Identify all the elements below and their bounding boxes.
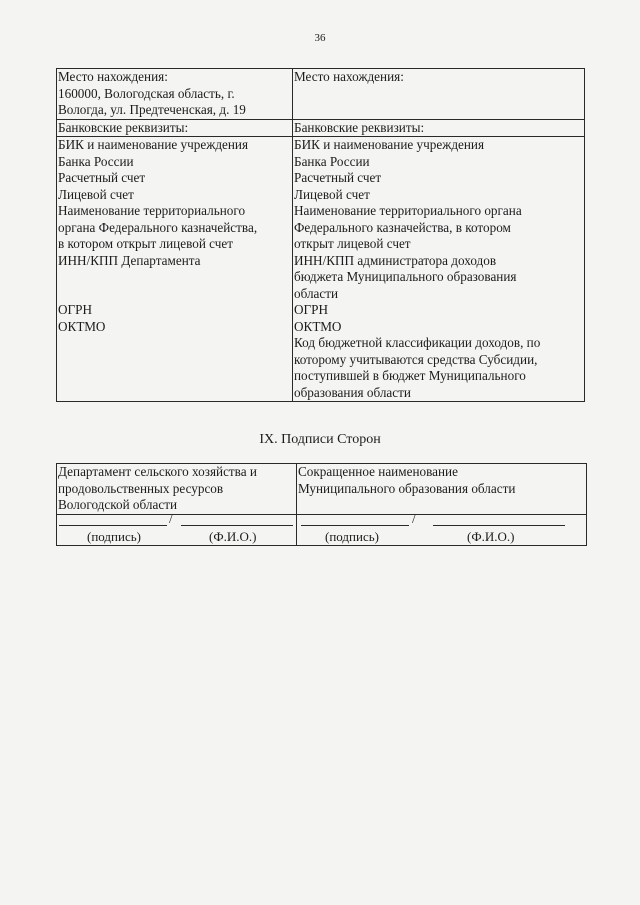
left-bank-label: Банковские реквизиты:: [57, 119, 293, 137]
left-detail-line: органа Федерального казначейства,: [58, 219, 258, 235]
name-line: [433, 525, 565, 526]
left-detail-line: Расчетный счет: [58, 170, 146, 185]
left-oktmo: ОКТМО: [58, 318, 106, 334]
signature-row: [57, 514, 587, 545]
parties-row: [57, 464, 587, 515]
requisites-table: [56, 68, 585, 402]
right-bank-details: [293, 137, 585, 402]
left-location-label: Место нахождения:: [58, 69, 168, 84]
left-location-line: Вологда, ул. Предтеченская, д. 19: [58, 102, 246, 117]
left-detail-line: Лицевой счет: [58, 186, 134, 202]
right-detail-line: области: [294, 285, 339, 301]
signature-line: [301, 525, 409, 526]
slash: /: [169, 510, 173, 526]
left-bank-details: [57, 137, 293, 402]
name-line: [181, 525, 293, 526]
right-location-cell: [293, 69, 585, 120]
right-party-cell: [297, 464, 587, 515]
right-detail-line: Наименование территориального органа: [294, 203, 522, 218]
page-number: 36: [314, 32, 326, 44]
right-oktmo: ОКТМО: [294, 318, 342, 334]
right-detail-line: ИНН/КПП администратора доходов: [294, 252, 497, 268]
right-signature-cell: [297, 510, 587, 545]
bank-details-row: [57, 137, 585, 402]
signature-line: [59, 525, 167, 526]
name-label: (Ф.И.О.): [467, 528, 515, 544]
slash: /: [412, 510, 416, 526]
left-signature-cell: [57, 510, 297, 545]
right-location-label: Место нахождения:: [294, 69, 404, 84]
left-detail-line: ИНН/КПП Департамента: [58, 252, 201, 268]
left-detail-line: Наименование территориального: [58, 203, 246, 218]
right-detail-line: БИК и наименование учреждения: [294, 137, 485, 152]
right-detail-line: Лицевой счет: [294, 186, 370, 202]
bank-label-row: [57, 119, 585, 137]
right-detail-line: которому учитываются средства Субсидии,: [294, 351, 538, 367]
right-detail-line: Федерального казначейства, в котором: [294, 219, 511, 235]
left-party-line: продовольственных ресурсов: [58, 480, 224, 496]
name-label: (Ф.И.О.): [209, 528, 257, 544]
right-detail-line: Расчетный счет: [294, 170, 382, 185]
location-row: [57, 69, 585, 120]
right-detail-line: поступившей в бюджет Муниципального: [294, 368, 526, 383]
left-party-line: Департамент сельского хозяйства и: [58, 464, 257, 479]
right-detail-line: Код бюджетной классификации доходов, по: [294, 335, 541, 350]
left-location-line: 160000, Вологодская область, г.: [58, 85, 235, 101]
right-detail-line: Банка России: [294, 153, 370, 169]
left-detail-line: в котором открыт лицевой счет: [58, 236, 234, 251]
section-title: IX. Подписи Сторон: [259, 432, 381, 447]
right-bank-label: Банковские реквизиты:: [293, 119, 585, 137]
signature-label: (подпись): [325, 528, 379, 544]
left-detail-line: БИК и наименование учреждения: [58, 137, 249, 152]
right-party-line: Сокращенное наименование: [298, 464, 458, 479]
right-detail-line: открыт лицевой счет: [294, 236, 411, 251]
right-party-line: Муниципального образования области: [298, 480, 516, 496]
right-ogrn: ОГРН: [294, 302, 329, 317]
right-detail-line: бюджета Муниципального образования: [294, 269, 517, 284]
signatures-table: [56, 463, 587, 546]
left-ogrn: ОГРН: [58, 302, 93, 317]
signature-label: (подпись): [87, 528, 141, 544]
left-party-line: Вологодской области: [58, 497, 178, 512]
left-location-cell: [57, 69, 293, 120]
left-party-cell: [57, 464, 297, 515]
right-detail-line: образования области: [294, 384, 411, 400]
left-detail-line: Банка России: [58, 153, 134, 169]
